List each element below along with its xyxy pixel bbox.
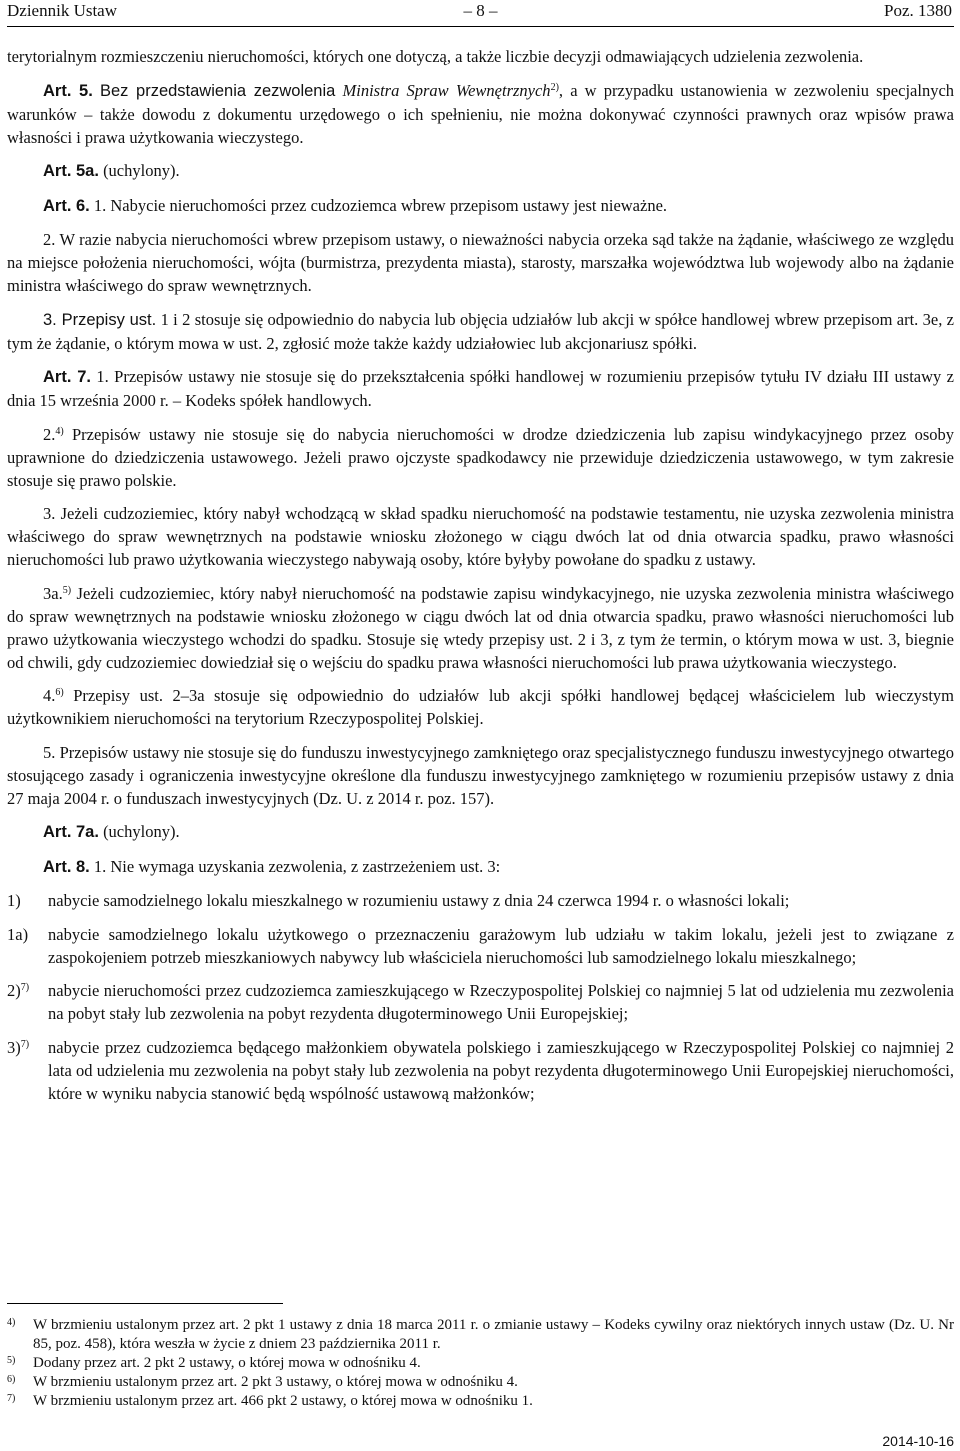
- publication-date: 2014-10-16: [882, 1433, 954, 1449]
- article-number: Art. 5.: [43, 81, 93, 100]
- article-5: Art. 5. Bez przedstawienia zezwolenia Ministra Spraw Wewnętrznych$^{2)}$, a w przypadku ustanowienia w zezwoleniu specjalnych warunków – także dowodu z dokumentu urzędowego o ich spełnieniu, nie można dokonywać czynności prawnych oraz wpisów prawa własności i prawa użytkowania wieczystego.: [7, 80, 955, 147]
- article-number: Art. 7a.: [43, 823, 99, 841]
- document-body: [7, 45, 954, 1105]
- article-5a: Art. 5a. (uchylony).: [43, 161, 180, 180]
- footnote-ref: 7): [20, 982, 30, 993]
- footnote: 7) W brzmieniu ustalonym przez art. 466 pkt 2 ustawy, o której mowa w odnośniku 1.: [7, 1392, 954, 1411]
- paragraph-continuation: terytorialnym rozmieszczeniu nieruchomości, których one dotyczą, a także liczbie decyzji odmawiających udzielenia zezwolenia.: [7, 47, 864, 66]
- article-number: Art. 8.: [43, 857, 90, 876]
- article-6-para-2: 2. W razie nabycia nieruchomości wbrew przepisom ustawy, o nieważności nabycia orzeka sąd także na żądanie, właściwego ze względu na miejsce położenia nieruchomości, wójta (burmistrza, prezydenta miasta), starosty, marszałka województwa lub wojewody albo na żądanie ministra właściwego do spraw wewnętrznych.: [7, 230, 954, 295]
- footnotes: [7, 1316, 954, 1411]
- article-7-para-3: 3. Jeżeli cudzoziemiec, który nabył wchodzącą w skład spadku nieruchomość na podstawie testamentu, nie uzyska zezwolenia ministra właściwego do spraw wewnętrznych na podstawie wniosku złożonego w ciągu dwóch lat od dnia otwarcia spadku, prawo własności nieruchomości lub prawo użytkowania wieczystego nabywają osoby, które byłyby powołane do spadku z ustawy.: [7, 504, 954, 569]
- minister-name: Ministra Spraw Wewnętrznych: [342, 80, 551, 100]
- footnote-ref: 4): [55, 425, 64, 437]
- article-7a: Art. 7a. (uchylony).: [43, 822, 180, 841]
- footnote-ref: 5): [62, 584, 72, 596]
- footnote: 4) W brzmieniu ustalonym przez art. 2 pkt 1 ustawy z dnia 18 marca 2011 r. o zmianie ustawy – Kodeks cywilny oraz niektórych innych ustaw (Dz. U. Nr 85, poz. 458), która weszła w życie z dniem 23 października 2011 r.: [7, 1316, 954, 1354]
- article-7-para-2: 2.$^{4)}$ Przepisów ustawy nie stosuje się do nabycia nieruchomości w drodze dziedziczenia lub zapisu windykacyjnego przez osoby uprawnione do dziedziczenia ustawowego. Jeżeli prawo ojczyste spadkodawcy nie przewiduje dziedziczenia ustawowego, w tym zakresie stosuje się prawo polskie.: [7, 424, 954, 490]
- footnote-number: 7): [7, 1393, 16, 1404]
- list-item: 1) nabycie samodzielnego lokalu mieszkalnego w rozumieniu ustawy z dnia 24 czerwca 1994 r. o własności lokali;: [7, 891, 790, 910]
- article-6-para-1: Art. 6. 1. Nabycie nieruchomości przez cudzoziemca wbrew przepisom ustawy jest nieważne.: [43, 195, 668, 215]
- footnote-number: 5): [7, 1355, 16, 1366]
- article-number: Art. 5a.: [43, 162, 99, 180]
- footnote: 6) W brzmieniu ustalonym przez art. 2 pkt 3 ustawy, o której mowa w odnośniku 4.: [7, 1373, 954, 1392]
- page-header: [7, 0, 954, 27]
- footnote-separator: [7, 1303, 283, 1304]
- article-number: Art. 7.: [43, 368, 92, 386]
- list-item: 2)$^{7)}$ nabycie nieruchomości przez cudzoziemca zamieszkującego w Rzeczypospolitej Polskiej co najmniej 5 lat od udzielenia mu zezwolenia na pobyt stały lub zezwolenia na pobyt rezydenta długoterminowego Unii Europejskiej;: [7, 981, 954, 1023]
- journal-title: Dziennik Ustaw: [7, 1, 118, 20]
- article-7-para-1: Art. 7. 1. Przepisów ustawy nie stosuje się do przekształcenia spółki handlowej w rozumieniu przepisów tytułu IV działu III ustawy z dnia 15 września 2000 r. – Kodeks spółek handlowych.: [7, 367, 955, 410]
- position-number: Poz. 1380: [884, 1, 952, 20]
- article-7-para-4: 4.$^{6)}$ Przepisy ust. 2–3a stosuje się odpowiednio do udziałów lub akcji spółki handlowej będącej właścicielem lub wieczystym użytkownikiem nieruchomości na terytorium Rzeczypospolitej Polskiej.: [7, 686, 955, 728]
- footnote-ref: 2): [550, 81, 559, 93]
- list-item: 3)$^{7)}$ nabycie przez cudzoziemca będącego małżonkiem obywatela polskiego i zamieszkującego w Rzeczypospolitej Polskiej co najmniej 2 lata od udzielenia mu zezwolenia na pobyt stały lub zezwolenia na pobyt rezydenta długoterminowego Unii Europejskiej nieruchomości, które w wyniku nabycia stanowić będą wspólność ustawową małżonków;: [7, 1037, 954, 1103]
- article-8-intro: Art. 8. 1. Nie wymaga uzyskania zezwolenia, z zastrzeżeniem ust. 3:: [43, 856, 501, 876]
- article-6-para-3: 3. Przepisy ust. 1 i 2 stosuje się odpowiednio do nabycia lub objęcia udziałów lub akcji w spółce handlowej wbrew przepisom art. 3e, z tym że żądanie, o którym mowa w ust. 2, zgłosić może także każdy udziałowiec lub akcjonariusz spółki.: [7, 309, 954, 353]
- footnote-number: 4): [7, 1317, 16, 1328]
- footnote-number: 6): [7, 1374, 16, 1385]
- article-7-para-5: 5. Przepisów ustawy nie stosuje się do funduszu inwestycyjnego zamkniętego oraz specjalistycznego funduszu inwestycyjnego otwartego stosującego zasady i ograniczenia inwestycyjne określone dla funduszu inwestycyjnego zamkniętego w rozumieniu przepisów ustawy z dnia 27 maja 2004 r. o funduszach inwestycyjnych (Dz. U. z 2014 r. poz. 157).: [7, 742, 954, 808]
- footnote: 5) Dodany przez art. 2 pkt 2 ustawy, o której mowa w odnośniku 4.: [7, 1354, 954, 1373]
- footnote-ref: 7): [20, 1038, 30, 1050]
- page-number: – 8 –: [463, 1, 498, 20]
- article-7-para-3a: 3a.$^{5)}$ Jeżeli cudzoziemiec, który nabył nieruchomość na podstawie zapisu windykacyjnego, nie uzyska zezwolenia ministra właściwego do spraw wewnętrznych na podstawie wniosku złożonego w ciągu dwóch lat od dnia otwarcia spadku, prawo własności nieruchomości lub prawo użytkowania wieczystego wchodzi do spadku. Stosuje się wtedy przepisy ust. 2 i 3, z tym że termin, o którym mowa w ust. 3, biegnie od chwili, gdy cudzoziemiec dowiedział się o wejściu do spadku prawa własności nieruchomości lub prawa użytkowania wieczystego.: [7, 583, 955, 672]
- footnote-ref: 6): [55, 687, 64, 698]
- list-item: 1a) nabycie samodzielnego lokalu użytkowego o przeznaczeniu garażowym lub udziału w takim lokalu, jeżeli jest to związane z zaspokojeniem potrzeb mieszkaniowych nabywcy lub właściciela nieruchomości lub samodzielnego lokalu mieszkalnego;: [7, 924, 954, 967]
- article-number: Art. 6.: [43, 196, 90, 215]
